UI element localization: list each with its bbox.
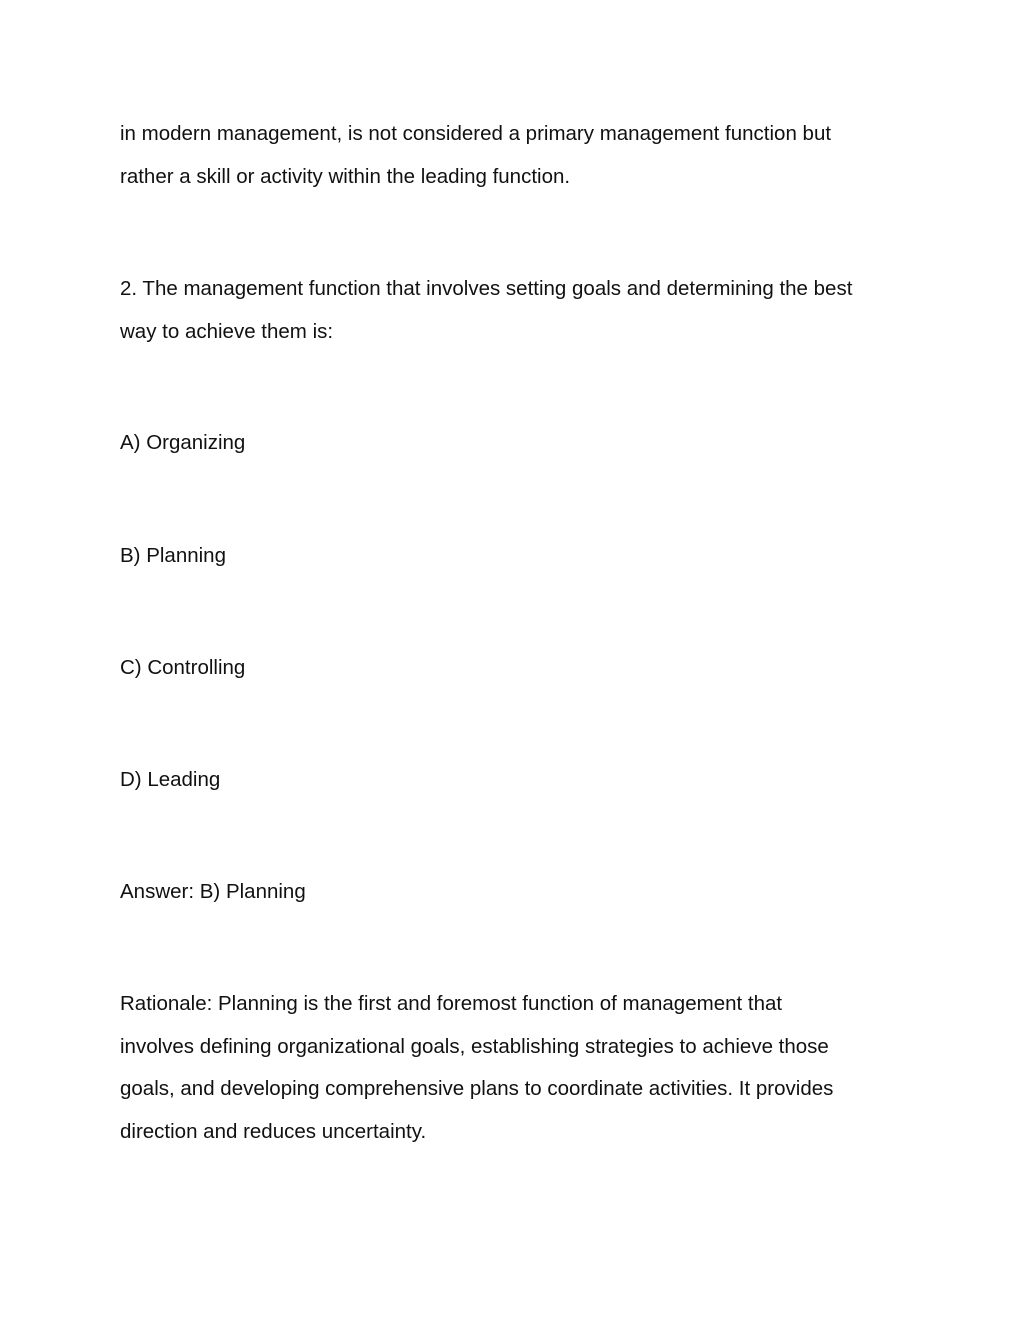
option-label: B) Planning <box>120 544 226 567</box>
option-c <box>120 647 910 690</box>
continuation-paragraph <box>120 113 910 198</box>
rationale-paragraph <box>120 983 910 1153</box>
rationale-line: goals, and developing comprehensive plans to coordinate activities. It provides <box>120 1077 834 1100</box>
option-label: D) Leading <box>120 768 221 791</box>
question-line: 2. The management function that involves setting goals and determining the best <box>120 277 853 300</box>
option-label: A) Organizing <box>120 431 246 454</box>
option-a <box>120 422 910 465</box>
rationale-line: Rationale: Planning is the first and foremost function of management that <box>120 992 783 1015</box>
answer-text: Answer: B) Planning <box>120 880 306 903</box>
question-line: way to achieve them is: <box>120 319 334 343</box>
rationale-line: involves defining organizational goals, establishing strategies to achieve those <box>120 1034 829 1058</box>
option-label: C) Controlling <box>120 656 246 679</box>
answer-line <box>120 871 910 914</box>
continuation-line: rather a skill or activity within the leading function. <box>120 164 571 188</box>
option-d <box>120 759 910 802</box>
question-text <box>120 268 910 353</box>
rationale-line: direction and reduces uncertainty. <box>120 1119 427 1143</box>
option-b <box>120 535 910 578</box>
continuation-line: in modern management, is not considered a primary management function but <box>120 122 832 145</box>
